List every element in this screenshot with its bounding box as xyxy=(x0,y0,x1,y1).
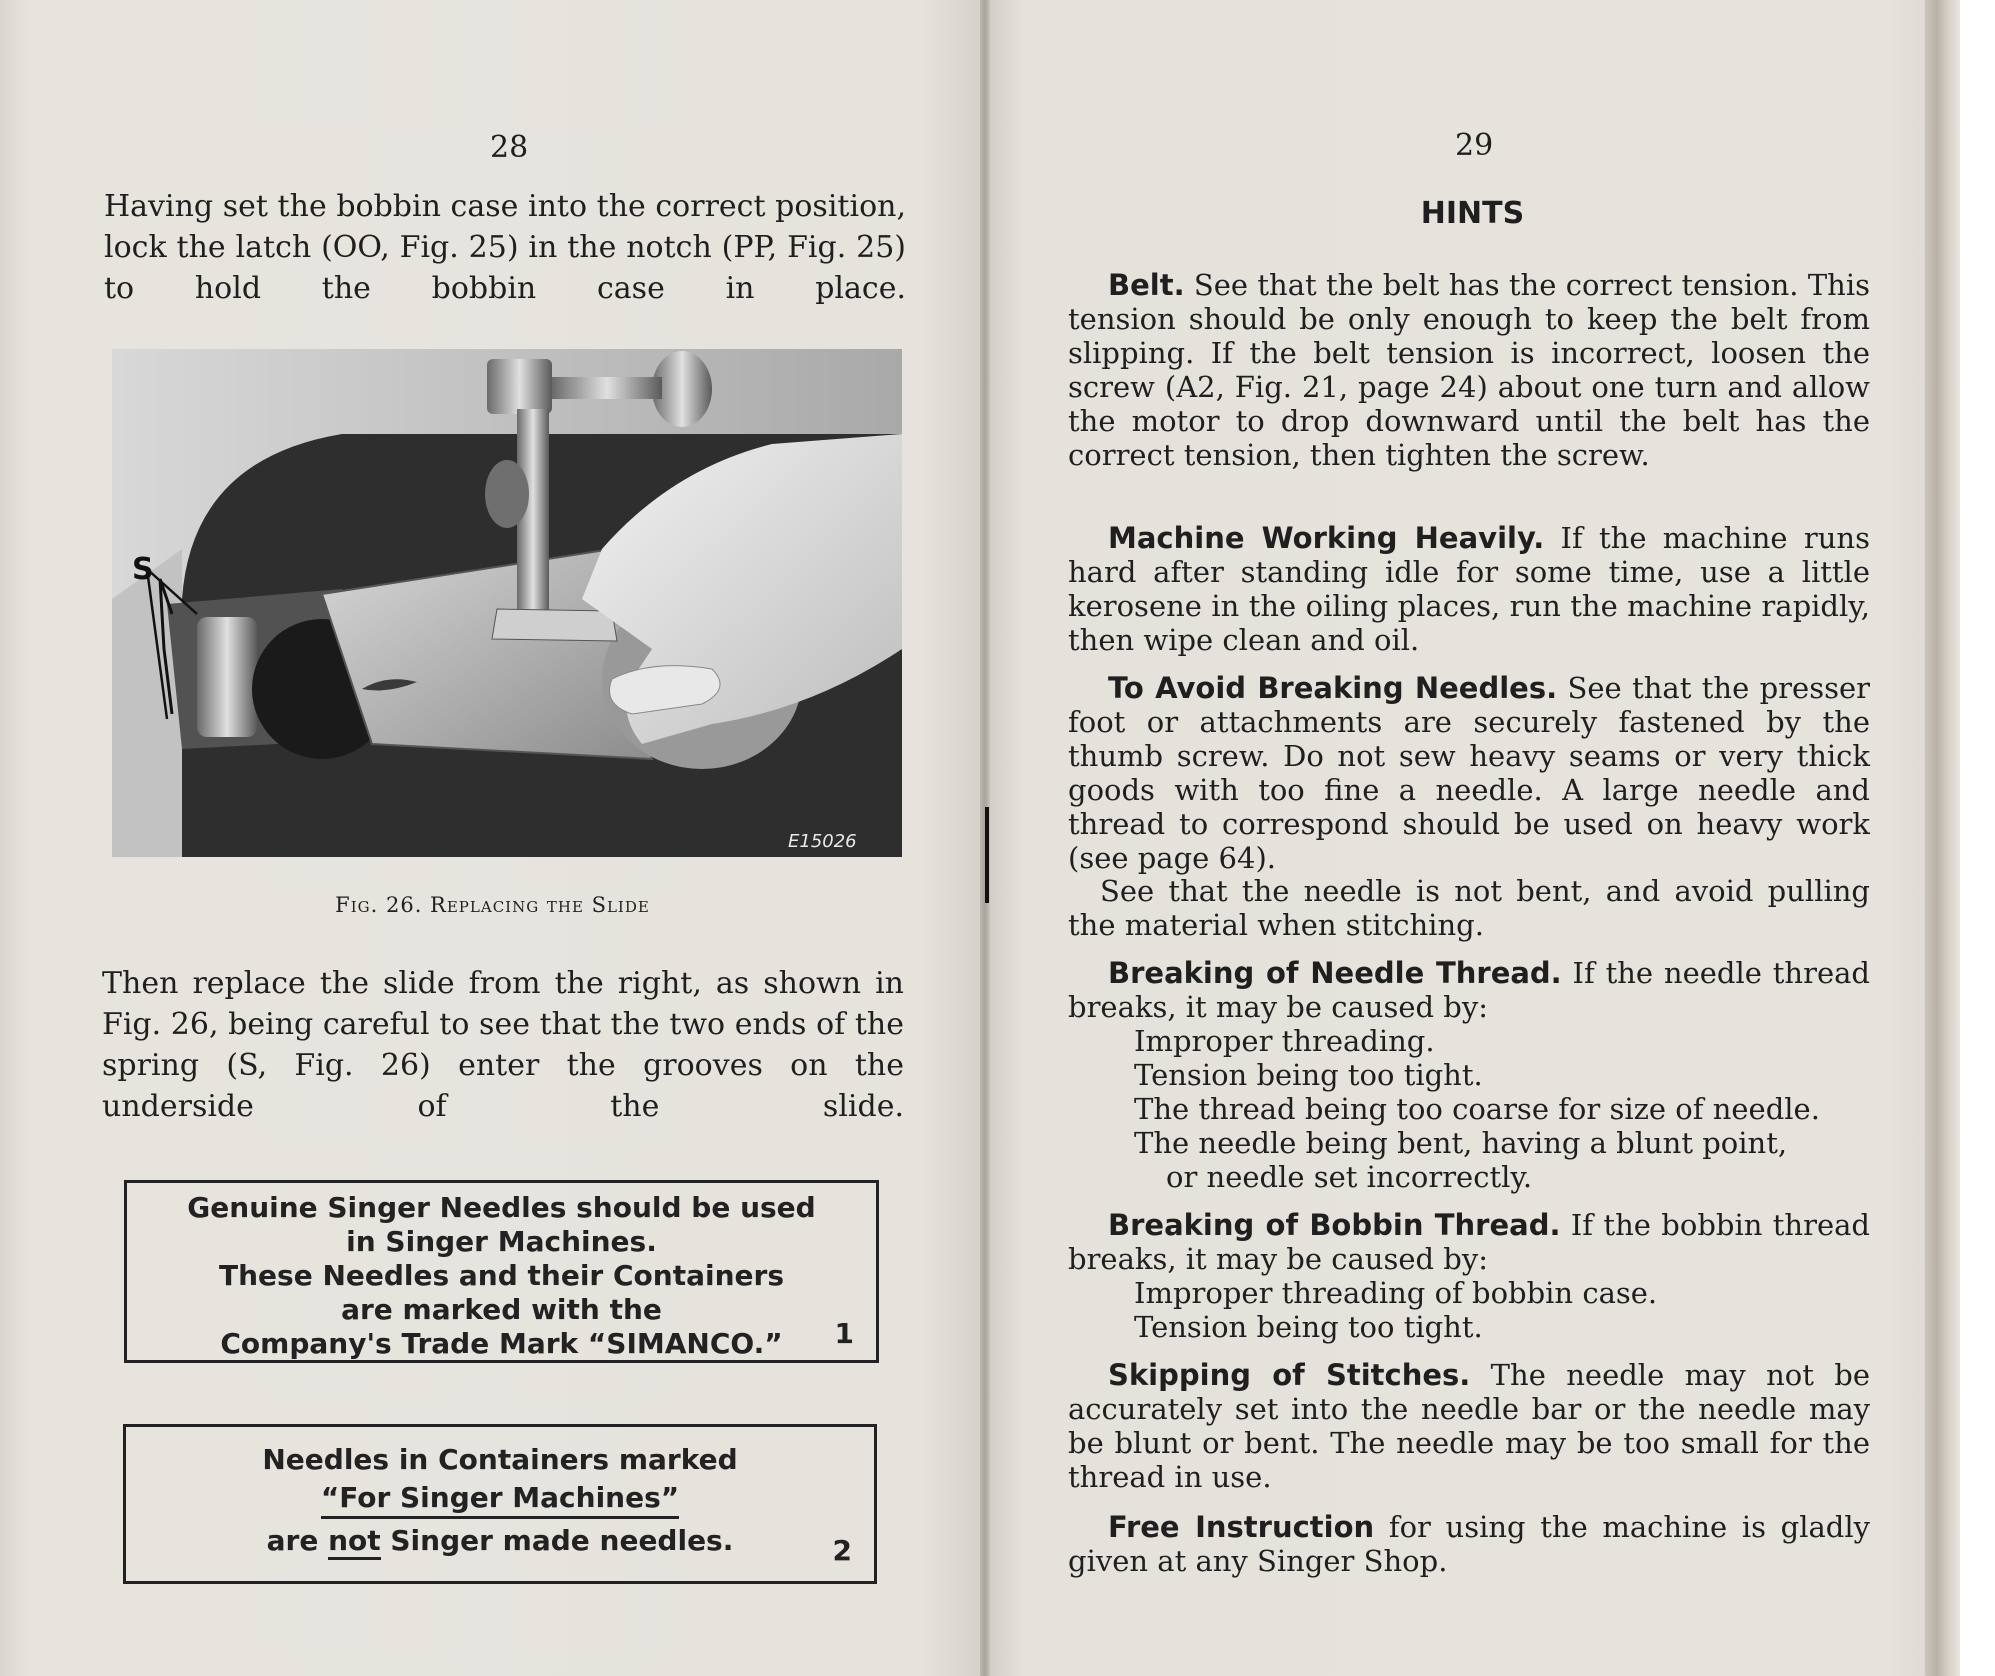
hint-needles-text: See that the presser foot or attachments are securely fastened by the thumb screw. Do not sew heavy seams or very thick goods with too fine a needle. A large needle and thread to correspond should be used on heavy work (see page 64). xyxy=(1068,671,1870,875)
box2-line-2: “For Singer Machines” xyxy=(321,1481,679,1519)
hint-needle-thread-title: Breaking of Needle Thread. xyxy=(1108,956,1562,990)
hint-bobbin-thread-title: Breaking of Bobbin Thread. xyxy=(1108,1208,1561,1242)
needle-thread-cause-1: Improper threading. xyxy=(1134,1024,1435,1058)
box2-line-3-not: not xyxy=(328,1524,381,1560)
needle-thread-cause-3: The thread being too coarse for size of needle. xyxy=(1134,1092,1820,1126)
paragraph-replace-slide: Then replace the slide from the right, as shown in Fig. 26, being careful to see that the two ends of the spring (S, Fig. 26) enter the grooves on the underside of the slide. xyxy=(102,966,904,1124)
figure-caption: Fig. 26. Replacing the Slide xyxy=(335,893,650,917)
hints-heading: HINTS xyxy=(1420,196,1525,231)
box2-line-3-a: are xyxy=(266,1524,319,1557)
box1-line-5: Company's Trade Mark “SIMANCO.” xyxy=(220,1327,783,1360)
box1-line-3: These Needles and their Containers xyxy=(219,1259,784,1292)
hint-breaking-needles xyxy=(1068,671,1870,875)
box1-number: 1 xyxy=(834,1317,854,1350)
hint-needle-thread xyxy=(1068,956,1870,1194)
box1-line-4: are marked with the xyxy=(341,1293,662,1326)
hint-belt xyxy=(1068,268,1870,472)
ink-mark xyxy=(985,807,989,903)
hint-needle-bent: See that the needle is not bent, and avoid pulling the material when stitching. xyxy=(1068,874,1870,942)
notice-box-not-singer xyxy=(123,1424,877,1584)
box1-line-1: Genuine Singer Needles should be used xyxy=(187,1191,816,1224)
figure-code: E15026 xyxy=(788,831,857,852)
needle-thread-cause-2: Tension being too tight. xyxy=(1134,1058,1483,1092)
hint-machine-heavily xyxy=(1068,521,1870,657)
figure-label-s: S xyxy=(132,552,154,587)
box2-line-1: Needles in Containers marked xyxy=(262,1443,738,1476)
needle-thread-cause-4: The needle being bent, having a blunt point, xyxy=(1134,1126,1788,1160)
page-edges xyxy=(1925,0,1960,1676)
bobbin-thread-cause-2: Tension being too tight. xyxy=(1134,1310,1483,1344)
presser-bar-shape xyxy=(487,359,552,414)
figure-replacing-slide xyxy=(112,349,902,857)
paragraph-bobbin-latch: Having set the bobbin case into the correct position, lock the latch (OO, Fig. 25) in the notch (PP, Fig. 25) to hold the bobbin case in place. xyxy=(104,189,906,306)
hint-needles-title: To Avoid Breaking Needles. xyxy=(1108,671,1558,705)
hint-skipping-stitches xyxy=(1068,1358,1870,1494)
hint-heavy-title: Machine Working Heavily. xyxy=(1108,521,1545,555)
hint-bobbin-thread xyxy=(1068,1208,1870,1344)
hint-bobbin-thread-text: If the bobbin thread breaks, it may be caused by: xyxy=(1068,1208,1870,1276)
hint-needle-thread-text: If the needle thread breaks, it may be caused by: xyxy=(1068,956,1870,1024)
hint-free-text: for using the machine is gladly given at any Singer Shop. xyxy=(1068,1510,1870,1578)
notice-box-genuine-needles xyxy=(124,1180,879,1363)
hint-skipping-text: The needle may not be accurately set into the needle bar or the needle may be blunt or bent. The needle may be too small for the thread in use. xyxy=(1068,1358,1870,1494)
needle-thread-cause-4-cont: or needle set incorrectly. xyxy=(1166,1160,1533,1194)
bobbin-thread-cause-1: Improper threading of bobbin case. xyxy=(1134,1276,1658,1310)
hint-belt-text: See that the belt has the correct tension. This tension should be only enough to keep the belt from slipping. If the belt tension is incorrect, loosen the screw (A2, Fig. 21, page 24) about one turn and allow the motor to drop downward until the belt has the correct tension, then tighten the screw. xyxy=(1068,268,1870,472)
box2-line-3-b: Singer made needles. xyxy=(390,1524,734,1557)
hint-heavy-text: If the machine runs hard after standing idle for some time, use a little kerosene in the oiling places, run the machine rapidly, then wipe clean and oil. xyxy=(1068,521,1870,657)
bobbin-case-shape xyxy=(197,617,257,737)
page-number-right: 29 xyxy=(1455,128,1494,163)
hint-skipping-title: Skipping of Stitches. xyxy=(1108,1358,1471,1392)
thumb-screw-shape xyxy=(485,460,529,528)
page-number-left: 28 xyxy=(490,130,529,165)
hint-free-instruction xyxy=(1068,1510,1870,1578)
box2-number: 2 xyxy=(832,1534,852,1567)
hint-free-title: Free Instruction xyxy=(1108,1510,1375,1544)
hint-belt-title: Belt. xyxy=(1108,268,1185,302)
box1-line-2: in Singer Machines. xyxy=(346,1225,657,1258)
